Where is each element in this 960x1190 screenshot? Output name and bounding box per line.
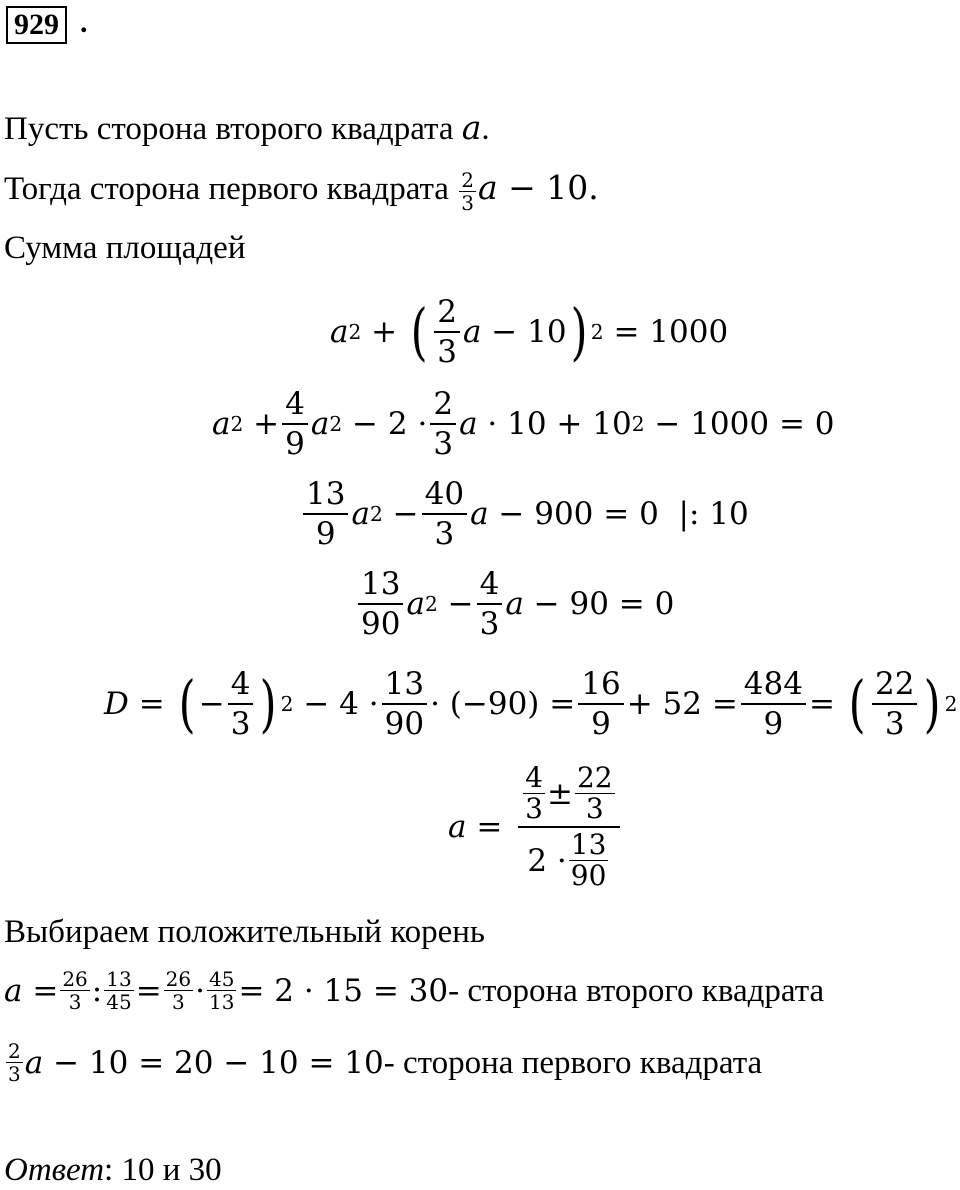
text-line-4: Выбираем положительный корень [4,914,485,950]
equation-1: a 2 + ( $\frac{2}{3}$ a − 10 ) 2 = 1000 [330,294,729,370]
text-line-2: Тогда сторона первого квадрата $\frac{2}{3}$ a − 10. [4,167,599,215]
answer-line [4,1150,222,1190]
discriminant-equation: D = ( − $\frac{4}{3}$ ) 2 − 4 · $\frac{13}{90}$ · (−90) = $\frac{16}{9}$ + 52 = $\frac{484}{9}$ = ( $\frac{22}{3}$ ) 2 [104,666,958,742]
text-line-3: Сумма площадей [4,230,246,266]
task-number: 929 [6,6,67,44]
text-line-1: Пусть сторона второго квадрата a. [4,108,490,147]
root-formula: a = 4 3 ± 22 3 2 · 13 90 [448,752,623,902]
text-line-6: 2 3 a − 10 = 20 − 10 = 10 - сторона первого квадрата [8,1039,763,1086]
equation-4: $\frac{13}{90}$ a 2 − $\frac{4}{3}$ a − 90 = 0 [355,564,674,644]
task-number-dot: . [80,6,88,39]
text-line-5: a = $\frac{26}{3}$ : $\frac{13}{45}$ = $\frac{26}{3}$ · $\frac{45}{13}$ = 2 · 15 = 30 - сторона второго квадрата [4,967,825,1014]
answer-label: Ответ [4,1152,105,1188]
equation-2: a 2 + $\frac{4}{9}$ a 2 − 2 · $\frac{2}{3}$ a · 10 + 10 2 − 1000 = 0 [212,386,835,462]
equation-3: $\frac{13}{9}$ a 2 − $\frac{40}{3}$ a − 900 = 0 |: 10 [300,474,749,554]
answer-value: : 10 и 30 [104,1152,222,1188]
